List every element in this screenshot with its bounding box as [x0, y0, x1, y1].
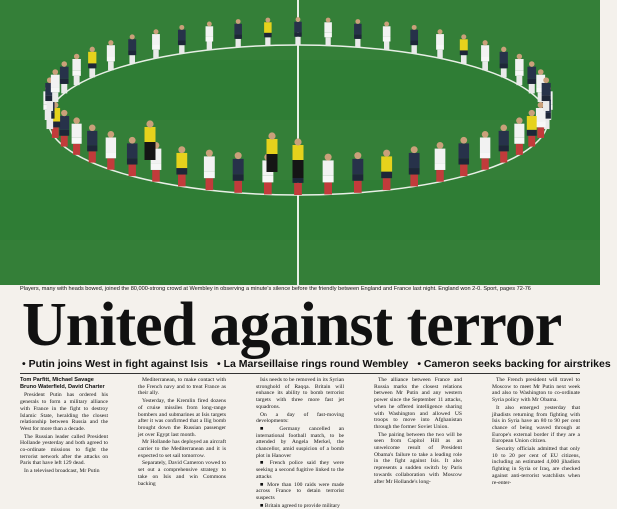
player-shorts: [323, 176, 334, 183]
player-shirt: [481, 45, 489, 56]
player-shorts: [459, 158, 470, 164]
player-shirt: [460, 39, 468, 50]
player-shorts: [352, 174, 363, 181]
player-shorts: [536, 122, 546, 128]
player-head: [529, 61, 535, 67]
player-head: [235, 152, 242, 159]
player-shirt: [178, 30, 186, 41]
player-head: [296, 17, 301, 22]
player-head: [89, 124, 96, 131]
player-socks: [383, 178, 391, 190]
player-socks: [264, 182, 272, 194]
player-socks: [108, 61, 114, 70]
player-socks: [355, 39, 360, 47]
byline: [20, 377, 108, 390]
player-head: [500, 124, 507, 131]
player-shorts: [324, 33, 332, 38]
player-socks: [61, 136, 68, 147]
player-shirt: [436, 34, 444, 45]
headline: United against terror: [22, 291, 562, 359]
player-shorts: [514, 138, 524, 144]
paragraph: In a televised broadcast, Mr Putin: [24, 468, 100, 475]
player-head: [517, 54, 522, 59]
player-socks: [324, 182, 332, 194]
article-column-2: [138, 377, 226, 487]
player-head: [501, 47, 506, 52]
player-head: [206, 150, 213, 157]
player-socks: [47, 119, 54, 129]
player-shorts: [152, 45, 160, 50]
player-head: [61, 61, 67, 67]
player-socks: [543, 101, 549, 111]
player-shorts: [87, 145, 97, 151]
player-shorts: [59, 130, 69, 136]
player-shorts: [127, 158, 138, 164]
player-socks: [354, 181, 362, 193]
player-head: [354, 152, 361, 159]
player-socks: [411, 45, 416, 53]
player-socks: [294, 183, 302, 195]
player-socks: [52, 92, 58, 102]
player-socks: [461, 55, 467, 64]
player-socks: [236, 39, 241, 47]
player-shirt: [176, 153, 187, 168]
player-shirt: [409, 153, 420, 168]
player-head: [236, 19, 241, 24]
player-shirt: [515, 59, 523, 71]
player-socks: [500, 151, 507, 162]
player-socks: [481, 158, 488, 169]
player-shirt: [381, 156, 392, 171]
player-socks: [89, 68, 95, 77]
player-shorts: [515, 71, 523, 76]
player-shorts: [88, 63, 96, 68]
photo-caption: Players, many with heads bowed, joined the 80,000-strong crowd at Wembley in observing a minute's silence before the friendly between England and France last night. England won 2-0. Sport, pages 72-76: [20, 286, 531, 292]
player-head: [516, 117, 522, 123]
player-head: [461, 34, 466, 39]
player-shirt: [60, 67, 69, 79]
paragraph: The Russian leader called President Hollande yesterday and both agreed to co-ordinate missions to fight the terrorist network after the attacks on Paris that have left 129 dead.: [20, 433, 108, 467]
player-head: [130, 34, 135, 39]
player-shorts: [527, 130, 537, 136]
player-shirt: [435, 149, 446, 164]
player-shorts: [204, 172, 215, 179]
player-shorts: [542, 96, 551, 101]
player-shorts: [436, 45, 444, 50]
player-head: [129, 137, 136, 144]
player-shorts: [481, 57, 489, 62]
article-column-1: [20, 377, 108, 480]
player-socks: [234, 181, 242, 193]
player-head: [178, 146, 185, 153]
player-shirt: [107, 45, 115, 56]
player-socks: [436, 170, 443, 182]
player-shirt: [354, 24, 362, 35]
player-socks: [178, 175, 186, 187]
player-head: [384, 22, 389, 27]
paragraph: ■ Germany cancelled an international football match, to be attended by Angela Merkel, the chancellor, amid suspicion of a bomb plot in Hanover: [256, 425, 344, 459]
player-socks: [207, 41, 212, 49]
player-shorts: [151, 164, 162, 170]
player-head: [438, 29, 443, 34]
player-socks: [326, 37, 331, 45]
paragraph: Yesterday, the Kremlin fired dozens of cruise missiles from long-range bombers and submarines at Isis targets after it was confirmed that a Ilig bomb brought down the Russian passenger jet over Egypt last month.: [138, 398, 226, 438]
player-shirt: [72, 59, 80, 71]
article-column-4: [374, 377, 462, 485]
paragraph: Mr Hollande has deployed an aircraft carrier to the Mediterranean and it is expected to set sail tomorrow.: [138, 439, 226, 459]
player-shirt: [87, 131, 97, 145]
player-shirt: [480, 137, 490, 152]
player-shorts: [72, 138, 82, 144]
subhead-cameron: • Cameron seeks backing for airstrikes: [417, 358, 611, 370]
player-socks: [384, 41, 389, 49]
paragraph: On a day of fast-moving developments:: [256, 411, 344, 425]
player-head: [482, 131, 489, 138]
article-column-3: [256, 377, 344, 509]
player-shorts: [264, 33, 272, 38]
player-head: [73, 117, 79, 123]
player-socks: [152, 170, 159, 182]
player-socks: [129, 165, 136, 177]
player-shirt: [233, 159, 244, 174]
referee-shirt: [267, 139, 278, 154]
player-shirt: [72, 124, 82, 138]
referee-shirt: [293, 145, 304, 160]
paragraph: Mediterranean, to make contact with the French navy and to treat France as their ally.: [138, 377, 226, 397]
player-head: [61, 110, 67, 116]
player-shorts: [480, 152, 490, 158]
player-shirt: [294, 22, 302, 33]
player-head: [543, 77, 549, 83]
player-head: [179, 25, 184, 30]
player-head: [325, 154, 332, 161]
player-shirt: [459, 143, 470, 158]
player-shirt: [234, 24, 242, 35]
paragraph: Separately, David Cameron vowed to set out a comprehensive strategy to take on Isis and win Commons backing: [138, 460, 226, 487]
player-socks: [501, 68, 507, 77]
byline-line-1: Tom Parfitt, Michael Savage: [20, 377, 94, 383]
player-shirt: [127, 143, 138, 158]
paragraph: President Putin has ordered his generals to form a military alliance with France in the fight to destroy Islamic State, heralding the closest relationship between Russia and the West for more than a decade.: [20, 392, 108, 432]
player-shirt: [88, 52, 96, 64]
player-socks: [410, 175, 418, 187]
paragraph: The alliance between France and Russia marks the closest relations between Mr Putin and any western power since the September 11 attacks, when he offered intelligence sharing with Washington and allowed US troops to move into Afghanistan through the former Soviet Union.: [374, 377, 462, 430]
player-socks: [482, 61, 488, 70]
player-shorts: [500, 63, 508, 68]
player-shirt: [128, 39, 136, 50]
player-head: [538, 69, 544, 75]
referee-head: [294, 138, 301, 145]
player-socks: [529, 84, 535, 93]
player-shirt: [352, 159, 363, 174]
player-socks: [153, 50, 158, 59]
player-socks: [74, 76, 80, 85]
player-shorts: [527, 79, 536, 84]
referee-kit: [293, 160, 304, 178]
player-shorts: [262, 176, 273, 183]
player-head: [483, 40, 488, 45]
player-shorts: [383, 37, 391, 42]
player-head: [153, 29, 158, 34]
player-head: [326, 18, 331, 23]
paragraph: Isis needs to be removed in its Syrian stronghold of Raqqa. Britain will enhance its ability to bomb terrorist targets with three more fast jet squadrons.: [256, 377, 344, 410]
player-shorts: [178, 41, 186, 46]
player-shirt: [51, 75, 60, 87]
player-shorts: [381, 172, 392, 179]
player-head: [90, 47, 95, 52]
player-shorts: [128, 50, 136, 55]
player-shorts: [294, 32, 302, 37]
player-shorts: [499, 145, 509, 151]
player-socks: [528, 136, 535, 147]
player-head: [437, 142, 444, 149]
player-shorts: [435, 164, 446, 170]
byline-line-2: Bruno Waterfield, David Charter: [20, 383, 105, 390]
player-socks: [206, 178, 214, 190]
player-shirt: [324, 22, 332, 33]
player-socks: [89, 151, 96, 162]
divider: [20, 373, 580, 374]
paragraph: ■ French police said they were seeking a second fugitive linked to the attacks: [256, 460, 344, 480]
player-shirt: [106, 137, 116, 152]
player-shorts: [107, 57, 115, 62]
player-socks: [179, 45, 184, 53]
player-shorts: [460, 50, 468, 55]
paragraph: ■ More than 100 raids were made across France to detain terrorist suspects: [256, 481, 344, 501]
player-socks: [45, 110, 51, 120]
player-socks: [107, 158, 114, 169]
player-shirt: [323, 160, 334, 175]
paragraph: The French president will travel to Moscow to meet Mr Putin next week and also to Washington to co-ordinate Syria policy with Mr Obama.: [492, 377, 580, 404]
player-shirt: [383, 26, 391, 37]
player-shorts: [206, 37, 214, 42]
referee-kit: [267, 154, 278, 172]
player-socks: [516, 76, 522, 85]
player-shirt: [542, 83, 551, 96]
player-shirt: [206, 26, 214, 37]
player-head: [460, 137, 467, 144]
player-socks: [265, 37, 270, 45]
pitch-stripe: [0, 240, 600, 285]
article-column-5: [492, 377, 580, 486]
player-shorts: [354, 34, 362, 39]
player-shorts: [60, 79, 69, 84]
player-shirt: [152, 34, 160, 45]
player-shorts: [410, 41, 418, 46]
player-socks: [516, 144, 523, 155]
player-shorts: [51, 87, 60, 92]
player-shirt: [500, 52, 508, 64]
paragraph: Security officials admitted that only 10 to 20 per cent of EU citizens, including an estimated 4,000 jihadists fighting in Syria or Iraq, are checked against anti-terrorist watchlists when re-enter-: [492, 446, 580, 486]
referee-kit: [145, 142, 156, 160]
player-shirt: [410, 30, 418, 41]
paragraph: ■ Britain agreed to provide military: [260, 502, 340, 509]
player-socks: [460, 165, 467, 177]
player-socks: [47, 101, 53, 111]
player-shirt: [264, 22, 272, 33]
player-shirt: [514, 124, 524, 138]
player-shorts: [234, 34, 242, 39]
player-socks: [129, 55, 135, 64]
player-head: [529, 110, 535, 116]
player-shirt: [204, 156, 215, 171]
player-shirt: [527, 67, 536, 79]
player-head: [108, 40, 113, 45]
paragraph: The pairing between the two will be seen from Capitol Hill as an unwelcome result of President Obama's failure to take a leading role in the fight against Isis. It also represents a sudden switch by Paris towards collaboration with Moscow after Mr Hollande's long-: [374, 431, 462, 485]
player-head: [108, 131, 115, 138]
player-socks: [537, 127, 544, 138]
player-shorts: [233, 174, 244, 181]
player-shirt: [499, 131, 509, 145]
player-shorts: [72, 71, 80, 76]
player-shirt: [527, 116, 537, 130]
referee-head: [268, 132, 275, 139]
player-socks: [73, 144, 80, 155]
paragraph: It also emerged yesterday that jihadists returning from fighting with Isis in Syria have an 80 to 90 per cent chance of being waved through at Europe's external border if they are a European Union citizen.: [492, 404, 580, 445]
player-head: [411, 146, 418, 153]
player-shorts: [106, 152, 116, 158]
subheadlines: [22, 358, 611, 371]
article-body: [20, 377, 580, 509]
player-head: [265, 18, 270, 23]
player-shorts: [409, 168, 420, 174]
player-head: [52, 69, 58, 75]
referee-head: [146, 120, 153, 127]
player-head: [207, 22, 212, 27]
player-head: [355, 19, 360, 24]
player-socks: [437, 50, 442, 59]
player-head: [538, 102, 544, 108]
player-shorts: [176, 168, 187, 174]
player-head: [383, 150, 390, 157]
player-socks: [61, 84, 67, 93]
subhead-marseillaise: • La Marseillaise rings round Wembley: [217, 358, 409, 370]
player-shirt: [59, 116, 69, 130]
player-head: [412, 25, 417, 30]
player-head: [74, 54, 79, 59]
player-socks: [295, 37, 300, 45]
subhead-putin: • Putin joins West in fight against Isis: [22, 358, 209, 370]
referee-shirt: [145, 127, 156, 142]
